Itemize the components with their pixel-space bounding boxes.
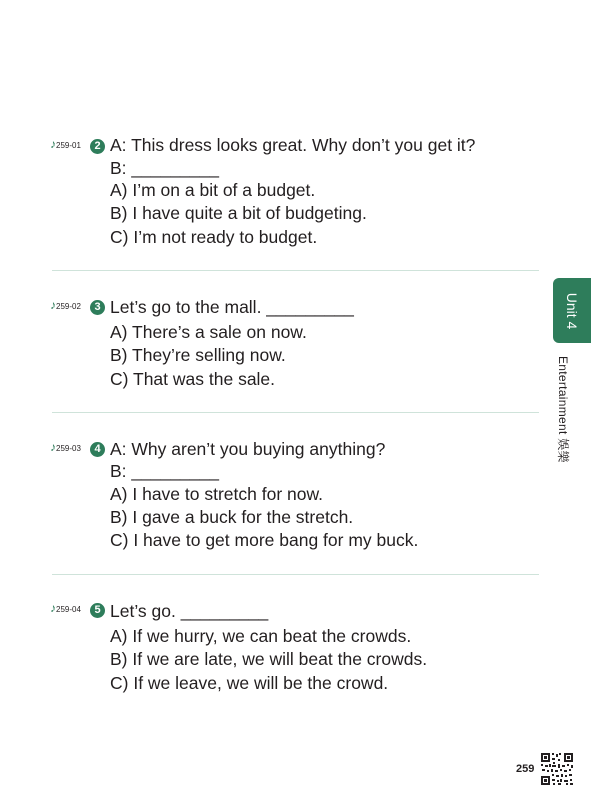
qr-code-icon[interactable] [540,752,574,786]
question-number: 5 [90,603,105,618]
answer-option: B) I gave a buck for the stretch. [110,507,354,527]
answer-option: C) That was the sale. [110,369,276,389]
answer-option: C) If we leave, we will be the crowd. [110,673,389,693]
unit-tab-label: Unit 4 [564,292,580,329]
question-line: B: _________ [110,461,219,481]
answer-option: A) If we hurry, we can beat the crowds. [110,626,412,646]
page-number: 259 [516,763,535,775]
question-number: 2 [90,139,105,154]
answer-option: A) I’m on a bit of a budget. [110,180,316,200]
answer-option: A) There’s a sale on now. [110,322,307,342]
question-line: Let’s go. _________ [110,601,269,621]
question-number: 4 [90,442,105,457]
question-number: 3 [90,300,105,315]
question-line: B: _________ [110,158,219,178]
audio-track-label[interactable]: ♪259-04 [50,601,81,615]
divider [52,412,539,413]
question-line: Let’s go to the mall. _________ [110,297,354,317]
answer-option: B) I have quite a bit of budgeting. [110,203,367,223]
audio-track-label[interactable]: ♪259-02 [50,298,81,312]
question-line: A: Why aren’t you buying anything? [110,439,386,459]
question-line: A: This dress looks great. Why don’t you get it? [110,135,476,155]
answer-option: C) I’m not ready to budget. [110,227,318,247]
divider [52,270,539,271]
audio-track-label[interactable]: ♪259-01 [50,137,81,151]
music-note-icon: ♪ [50,601,56,615]
music-note-icon: ♪ [50,137,56,151]
music-note-icon: ♪ [50,298,56,312]
divider [52,574,539,575]
music-note-icon: ♪ [50,440,56,454]
audio-track-label[interactable]: ♪259-03 [50,440,81,454]
answer-option: B) If we are late, we will beat the crowds. [110,649,428,669]
answer-option: B) They’re selling now. [110,345,286,365]
answer-option: A) I have to stretch for now. [110,484,324,504]
answer-option: C) I have to get more bang for my buck. [110,530,419,550]
